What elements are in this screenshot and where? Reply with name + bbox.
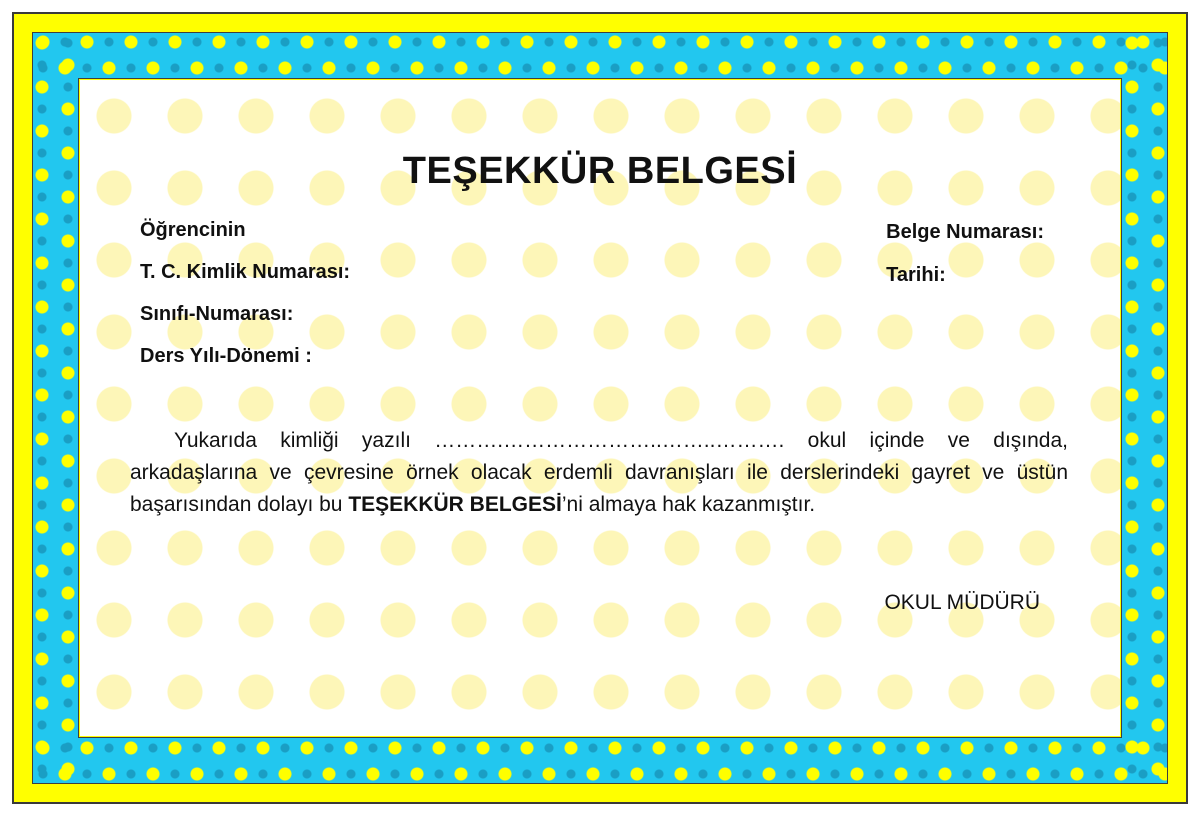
certificate-paper xyxy=(80,80,1120,736)
certificate-body-text xyxy=(126,425,1074,521)
signature-line: OKUL MÜDÜRÜ xyxy=(884,590,1040,614)
field-label-tarihi: Tarihi: xyxy=(886,264,946,286)
document-fields-group xyxy=(886,221,1044,307)
field-label-ders-yili-donemi: Ders Yılı-Dönemi : xyxy=(140,345,312,367)
fields-section xyxy=(126,219,1074,387)
field-label-ogrencinin: Öğrencinin xyxy=(140,219,246,241)
page-title: TEŞEKKÜR BELGESİ xyxy=(402,150,798,192)
field-label-belge-numarasi: Belge Numarası: xyxy=(886,221,1044,243)
student-fields-group xyxy=(140,219,350,387)
body-text-part-2: ’ni almaya hak kazanmıştır. xyxy=(561,492,816,516)
body-text-highlight: TEŞEKKÜR BELGESİ xyxy=(348,492,562,516)
certificate-document xyxy=(12,12,1188,804)
field-label-tc-kimlik: T. C. Kimlik Numarası: xyxy=(140,261,351,283)
field-label-sinif-numara: Sınıfı-Numarası: xyxy=(140,303,294,325)
body-text-part-1: Yukarıda kimliği yazılı ……….…………………..……..………. okul içinde ve dışında, arkadaşlarına ve çevresine örnek olacak erdemli davranışları ile derslerindeki gayret ve üstün başarısından dolayı bu xyxy=(130,429,1068,516)
